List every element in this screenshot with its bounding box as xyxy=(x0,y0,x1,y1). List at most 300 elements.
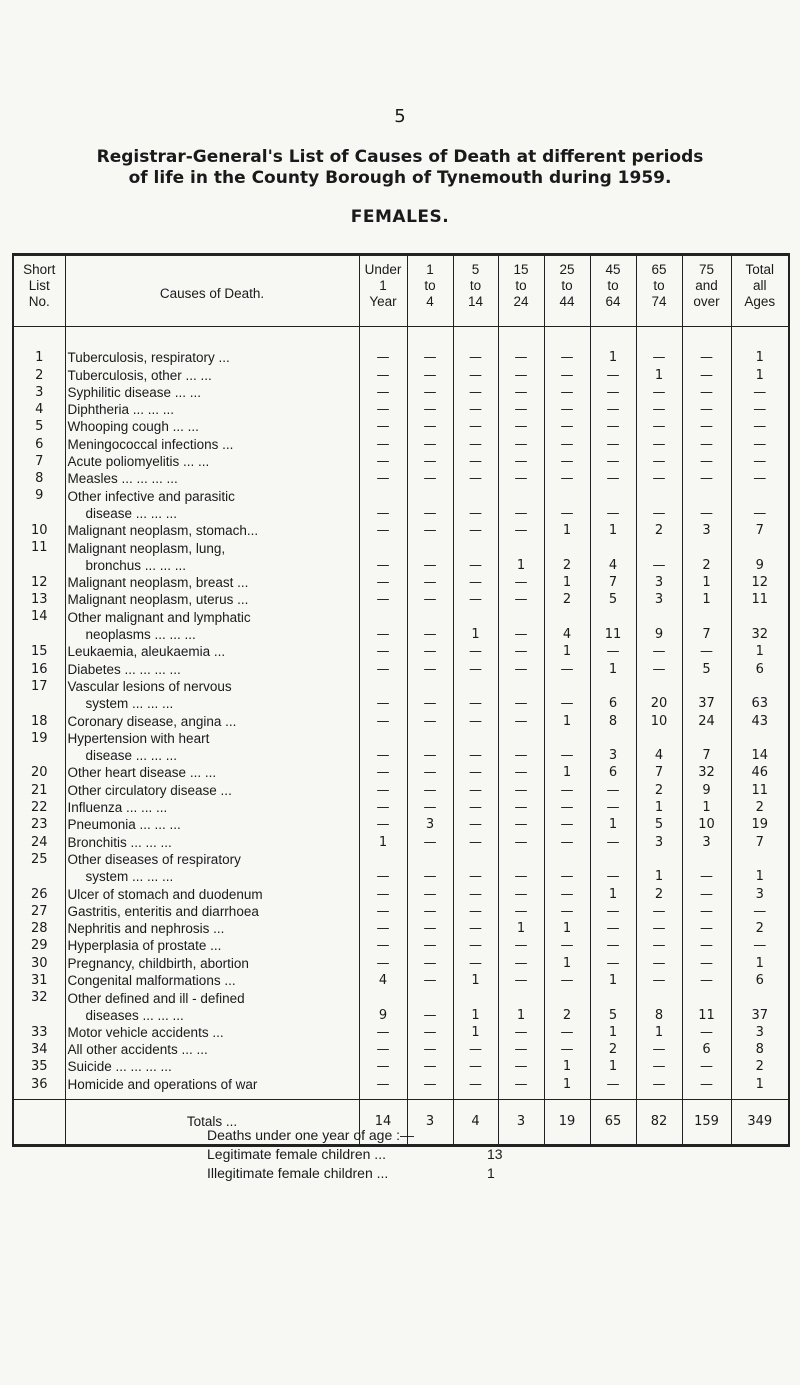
count-cell: — xyxy=(453,522,498,539)
count-cell: — xyxy=(453,660,498,677)
count-cell: — xyxy=(498,401,544,418)
illegitimate-label: Illegitimate female children ... xyxy=(207,1165,389,1181)
table-row xyxy=(13,1075,789,1092)
column-header-text: 5 xyxy=(471,262,480,277)
legitimate-label: Legitimate female children ... xyxy=(207,1146,386,1162)
count-cell: — xyxy=(498,1024,544,1041)
count-cell: — xyxy=(453,799,498,816)
count-cell: — xyxy=(407,522,453,539)
table-row xyxy=(13,764,789,781)
cause-text: Other circulatory disease ... xyxy=(67,782,232,798)
cause-text: Leukaemia, aleukaemia ... xyxy=(67,644,226,660)
count-cell: 24 xyxy=(682,712,731,729)
count-cell: — xyxy=(407,470,453,487)
count-cell: — xyxy=(453,453,498,470)
cause-text: Motor vehicle accidents ... xyxy=(67,1024,224,1040)
column-header-text: Ages xyxy=(744,294,776,309)
column-header-text: Total xyxy=(745,262,775,277)
cause-of-death xyxy=(65,833,359,850)
table-row xyxy=(13,487,789,522)
count-cell: 7 xyxy=(682,730,731,765)
short-list-no: 34 xyxy=(13,1041,65,1058)
count-cell: — xyxy=(731,384,789,401)
count-cell: — xyxy=(544,366,590,383)
count-cell: — xyxy=(682,453,731,470)
short-list-no: 25 xyxy=(13,851,65,886)
count-cell: 4 xyxy=(590,539,636,574)
count-cell: — xyxy=(636,435,682,452)
spacer-cell xyxy=(453,327,498,350)
cause-of-death xyxy=(65,903,359,920)
count-cell: 1 xyxy=(498,920,544,937)
column-header-text: to xyxy=(515,278,527,293)
table-row xyxy=(13,1024,789,1041)
column-header-text: to xyxy=(424,278,436,293)
count-cell: 1 xyxy=(682,591,731,608)
short-list-no: 27 xyxy=(13,903,65,920)
count-cell: — xyxy=(453,539,498,574)
count-cell: — xyxy=(453,781,498,798)
count-cell: 1 xyxy=(590,660,636,677)
count-cell: — xyxy=(731,418,789,435)
count-cell: 1 xyxy=(544,643,590,660)
cause-of-death xyxy=(65,851,359,886)
cause-text: Homicide and operations of war xyxy=(67,1076,258,1092)
short-list-no: 3 xyxy=(13,384,65,401)
cause-text: system ... ... ... xyxy=(85,869,174,885)
count-cell: — xyxy=(544,678,590,713)
count-cell: 6 xyxy=(590,764,636,781)
count-cell: — xyxy=(453,678,498,713)
count-cell: — xyxy=(498,764,544,781)
count-cell: — xyxy=(682,903,731,920)
count-cell: — xyxy=(498,885,544,902)
cause-of-death xyxy=(65,816,359,833)
count-cell: 3 xyxy=(636,591,682,608)
count-cell: — xyxy=(407,885,453,902)
column-header xyxy=(359,255,407,327)
column-header-text: 15 xyxy=(513,262,529,277)
count-cell: — xyxy=(453,903,498,920)
count-cell: 2 xyxy=(544,591,590,608)
count-cell: — xyxy=(359,1024,407,1041)
legitimate-value: 13 xyxy=(487,1146,503,1162)
cause-of-death xyxy=(65,574,359,591)
count-cell: — xyxy=(544,730,590,765)
count-cell: 9 xyxy=(731,539,789,574)
column-header-text: 75 xyxy=(698,262,715,277)
cause-of-death xyxy=(65,418,359,435)
table-row xyxy=(13,384,789,401)
count-cell: — xyxy=(682,972,731,989)
short-list-no: 28 xyxy=(13,920,65,937)
count-cell: — xyxy=(359,1058,407,1075)
column-header-text: Year xyxy=(369,294,397,309)
table-row xyxy=(13,989,789,1024)
count-cell: — xyxy=(407,937,453,954)
count-cell: 1 xyxy=(590,885,636,902)
count-cell: 1 xyxy=(682,574,731,591)
count-cell: — xyxy=(544,781,590,798)
total-cell: 3 xyxy=(498,1099,544,1145)
table-row xyxy=(13,418,789,435)
count-cell: — xyxy=(407,799,453,816)
count-cell: — xyxy=(498,366,544,383)
count-cell: — xyxy=(407,954,453,971)
count-cell: — xyxy=(359,574,407,591)
count-cell: 14 xyxy=(731,730,789,765)
count-cell: 2 xyxy=(636,781,682,798)
count-cell: 1 xyxy=(636,366,682,383)
count-cell: — xyxy=(590,833,636,850)
count-cell: 1 xyxy=(590,349,636,366)
short-list-no: 4 xyxy=(13,401,65,418)
count-cell: — xyxy=(359,487,407,522)
cause-of-death xyxy=(65,401,359,418)
cause-text: Malignant neoplasm, lung, xyxy=(67,540,226,556)
short-list-no: 32 xyxy=(13,989,65,1024)
count-cell: — xyxy=(682,643,731,660)
count-cell: 7 xyxy=(731,833,789,850)
short-list-no: 21 xyxy=(13,781,65,798)
count-cell: — xyxy=(636,937,682,954)
count-cell: 2 xyxy=(544,989,590,1024)
count-cell: 3 xyxy=(731,885,789,902)
count-cell: 1 xyxy=(359,833,407,850)
count-cell: 37 xyxy=(731,989,789,1024)
count-cell: 9 xyxy=(636,608,682,643)
count-cell: — xyxy=(407,418,453,435)
count-cell: 3 xyxy=(682,522,731,539)
column-header xyxy=(731,255,789,327)
count-cell: — xyxy=(498,470,544,487)
count-cell: 1 xyxy=(453,1024,498,1041)
count-cell: 3 xyxy=(682,833,731,850)
count-cell: — xyxy=(544,816,590,833)
cause-of-death xyxy=(65,799,359,816)
count-cell: — xyxy=(636,470,682,487)
column-header-text: over xyxy=(693,294,720,309)
count-cell: — xyxy=(359,712,407,729)
count-cell: — xyxy=(636,920,682,937)
count-cell: — xyxy=(453,643,498,660)
infant-deaths-heading: Deaths under one year of age :— xyxy=(207,1127,415,1143)
count-cell: — xyxy=(544,487,590,522)
cause-text: Other infective and parasitic xyxy=(67,488,235,504)
count-cell: 1 xyxy=(682,799,731,816)
count-cell: — xyxy=(590,487,636,522)
count-cell: — xyxy=(407,660,453,677)
table-row xyxy=(13,954,789,971)
cause-text: disease ... ... ... xyxy=(85,505,178,521)
count-cell: 1 xyxy=(590,816,636,833)
column-header-text: Short xyxy=(23,262,56,277)
short-list-no: 14 xyxy=(13,608,65,643)
count-cell: — xyxy=(544,453,590,470)
table-row xyxy=(13,453,789,470)
count-cell: — xyxy=(453,1041,498,1058)
count-cell: 6 xyxy=(682,1041,731,1058)
count-cell: 1 xyxy=(731,349,789,366)
count-cell: — xyxy=(498,972,544,989)
count-cell: — xyxy=(590,903,636,920)
cause-text: Acute poliomyelitis ... ... xyxy=(67,454,210,470)
cause-of-death xyxy=(65,643,359,660)
short-list-no: 36 xyxy=(13,1075,65,1092)
count-cell: — xyxy=(544,349,590,366)
table-row xyxy=(13,781,789,798)
count-cell: 7 xyxy=(731,522,789,539)
count-cell: — xyxy=(590,401,636,418)
count-cell: 3 xyxy=(407,816,453,833)
count-cell: 9 xyxy=(682,781,731,798)
count-cell: — xyxy=(636,954,682,971)
count-cell: — xyxy=(407,643,453,660)
spacer-cell xyxy=(13,327,65,350)
cause-of-death xyxy=(65,487,359,522)
count-cell: — xyxy=(498,1075,544,1092)
cause-text: Diabetes ... ... ... ... xyxy=(67,661,181,677)
count-cell: — xyxy=(731,487,789,522)
count-cell: — xyxy=(682,1075,731,1092)
short-list-no: 5 xyxy=(13,418,65,435)
short-list-no: 26 xyxy=(13,885,65,902)
table-row xyxy=(13,885,789,902)
count-cell: 1 xyxy=(590,1058,636,1075)
cause-of-death xyxy=(65,1058,359,1075)
count-cell: — xyxy=(498,418,544,435)
count-cell: — xyxy=(498,435,544,452)
cause-of-death xyxy=(65,954,359,971)
illegitimate-row xyxy=(207,1164,503,1183)
count-cell: — xyxy=(359,643,407,660)
count-cell: 10 xyxy=(682,816,731,833)
count-cell: 1 xyxy=(731,1075,789,1092)
count-cell: — xyxy=(636,660,682,677)
count-cell: 5 xyxy=(636,816,682,833)
cause-text: Tuberculosis, respiratory ... xyxy=(67,350,230,366)
count-cell: 1 xyxy=(636,851,682,886)
count-cell: 4 xyxy=(636,730,682,765)
count-cell: — xyxy=(453,833,498,850)
count-cell: — xyxy=(682,1024,731,1041)
total-cell: 82 xyxy=(636,1099,682,1145)
count-cell: — xyxy=(407,1024,453,1041)
column-header-text: 1 xyxy=(379,278,387,293)
spacer-cell xyxy=(407,327,453,350)
column-header-text: 1 xyxy=(426,262,434,277)
column-header-text: No. xyxy=(28,294,50,309)
count-cell: 1 xyxy=(544,764,590,781)
cause-of-death xyxy=(65,972,359,989)
count-cell: 1 xyxy=(544,522,590,539)
column-header-text: to xyxy=(561,278,573,293)
count-cell: — xyxy=(590,418,636,435)
cause-of-death xyxy=(65,730,359,765)
count-cell: — xyxy=(682,954,731,971)
cause-of-death xyxy=(65,470,359,487)
short-list-no: 10 xyxy=(13,522,65,539)
cause-text: Tuberculosis, other ... ... xyxy=(67,367,212,383)
count-cell: 11 xyxy=(682,989,731,1024)
count-cell: — xyxy=(407,453,453,470)
count-cell: — xyxy=(453,885,498,902)
count-cell: 4 xyxy=(544,608,590,643)
count-cell: — xyxy=(682,435,731,452)
count-cell: 43 xyxy=(731,712,789,729)
count-cell: — xyxy=(636,539,682,574)
count-cell: 3 xyxy=(731,1024,789,1041)
count-cell: — xyxy=(407,989,453,1024)
count-cell: — xyxy=(682,937,731,954)
spacer-cell xyxy=(731,327,789,350)
count-cell: 1 xyxy=(731,954,789,971)
cause-of-death xyxy=(65,384,359,401)
count-cell: — xyxy=(453,470,498,487)
count-cell: 9 xyxy=(359,989,407,1024)
short-list-no: 8 xyxy=(13,470,65,487)
cause-text: Congenital malformations ... xyxy=(67,972,236,988)
short-list-no: 15 xyxy=(13,643,65,660)
count-cell: — xyxy=(453,1058,498,1075)
cause-text: Malignant neoplasm, uterus ... xyxy=(67,592,249,608)
count-cell: — xyxy=(731,470,789,487)
count-cell: 2 xyxy=(682,539,731,574)
count-cell: — xyxy=(359,937,407,954)
count-cell: — xyxy=(544,851,590,886)
count-cell: — xyxy=(407,1058,453,1075)
spacer-cell xyxy=(359,327,407,350)
count-cell: 46 xyxy=(731,764,789,781)
column-header-text: Under xyxy=(364,262,402,277)
count-cell: — xyxy=(407,366,453,383)
count-cell: — xyxy=(544,937,590,954)
count-cell: 4 xyxy=(359,972,407,989)
count-cell: — xyxy=(682,487,731,522)
table-row xyxy=(13,574,789,591)
column-header-text: all xyxy=(752,278,767,293)
count-cell: 2 xyxy=(731,799,789,816)
count-cell: — xyxy=(359,660,407,677)
count-cell: 10 xyxy=(636,712,682,729)
count-cell: 3 xyxy=(590,730,636,765)
count-cell: 1 xyxy=(590,972,636,989)
count-cell: — xyxy=(498,1058,544,1075)
count-cell: — xyxy=(453,851,498,886)
count-cell: — xyxy=(682,1058,731,1075)
count-cell: 3 xyxy=(636,574,682,591)
count-cell: — xyxy=(407,712,453,729)
count-cell: — xyxy=(359,781,407,798)
count-cell: — xyxy=(407,903,453,920)
cause-of-death xyxy=(65,989,359,1024)
count-cell: — xyxy=(498,522,544,539)
count-cell: — xyxy=(498,937,544,954)
count-cell: — xyxy=(453,384,498,401)
count-cell: — xyxy=(636,643,682,660)
count-cell: — xyxy=(407,833,453,850)
count-cell: — xyxy=(453,591,498,608)
count-cell: — xyxy=(453,954,498,971)
count-cell: — xyxy=(682,418,731,435)
spacer-cell xyxy=(682,327,731,350)
count-cell: — xyxy=(682,349,731,366)
count-cell: — xyxy=(731,453,789,470)
count-cell: — xyxy=(359,522,407,539)
count-cell: — xyxy=(359,539,407,574)
count-cell: — xyxy=(636,487,682,522)
count-cell: — xyxy=(453,937,498,954)
count-cell: — xyxy=(453,349,498,366)
count-cell: — xyxy=(498,781,544,798)
total-cell: 349 xyxy=(731,1099,789,1145)
table-row xyxy=(13,349,789,366)
count-cell: — xyxy=(636,418,682,435)
cause-text: Malignant neoplasm, stomach... xyxy=(67,523,259,539)
table-row xyxy=(13,937,789,954)
short-list-no: 18 xyxy=(13,712,65,729)
count-cell: 6 xyxy=(731,660,789,677)
count-cell: — xyxy=(590,366,636,383)
cause-text: Pneumonia ... ... ... xyxy=(67,817,181,833)
cause-text: Ulcer of stomach and duodenum xyxy=(67,886,263,902)
count-cell: — xyxy=(359,816,407,833)
count-cell: — xyxy=(498,349,544,366)
count-cell: — xyxy=(590,781,636,798)
count-cell: — xyxy=(453,730,498,765)
count-cell: — xyxy=(453,816,498,833)
count-cell: — xyxy=(453,435,498,452)
table-row xyxy=(13,816,789,833)
column-header-text: to xyxy=(653,278,665,293)
cause-text: disease ... ... ... xyxy=(85,748,178,764)
count-cell: 2 xyxy=(731,920,789,937)
count-cell: — xyxy=(590,851,636,886)
count-cell: — xyxy=(407,678,453,713)
count-cell: — xyxy=(544,885,590,902)
header-row xyxy=(13,255,789,327)
table-row xyxy=(13,730,789,765)
count-cell: 1 xyxy=(636,1024,682,1041)
count-cell: — xyxy=(453,401,498,418)
cause-of-death xyxy=(65,885,359,902)
column-header xyxy=(453,255,498,327)
count-cell: — xyxy=(453,487,498,522)
count-cell: — xyxy=(453,574,498,591)
count-cell: 32 xyxy=(731,608,789,643)
count-cell: — xyxy=(407,401,453,418)
count-cell: — xyxy=(590,920,636,937)
count-cell: — xyxy=(359,678,407,713)
count-cell: — xyxy=(590,1075,636,1092)
table-row xyxy=(13,608,789,643)
cause-of-death xyxy=(65,937,359,954)
table-body xyxy=(13,327,789,1146)
count-cell: — xyxy=(498,903,544,920)
short-list-no: 24 xyxy=(13,833,65,850)
table-row xyxy=(13,591,789,608)
count-cell: 12 xyxy=(731,574,789,591)
count-cell: — xyxy=(544,1041,590,1058)
table-row xyxy=(13,833,789,850)
table-row xyxy=(13,1041,789,1058)
count-cell: — xyxy=(731,435,789,452)
column-header-text: 25 xyxy=(559,262,575,277)
spacer-cell xyxy=(498,327,544,350)
count-cell: 2 xyxy=(590,1041,636,1058)
total-cell: 14 xyxy=(359,1099,407,1145)
cause-of-death xyxy=(65,435,359,452)
